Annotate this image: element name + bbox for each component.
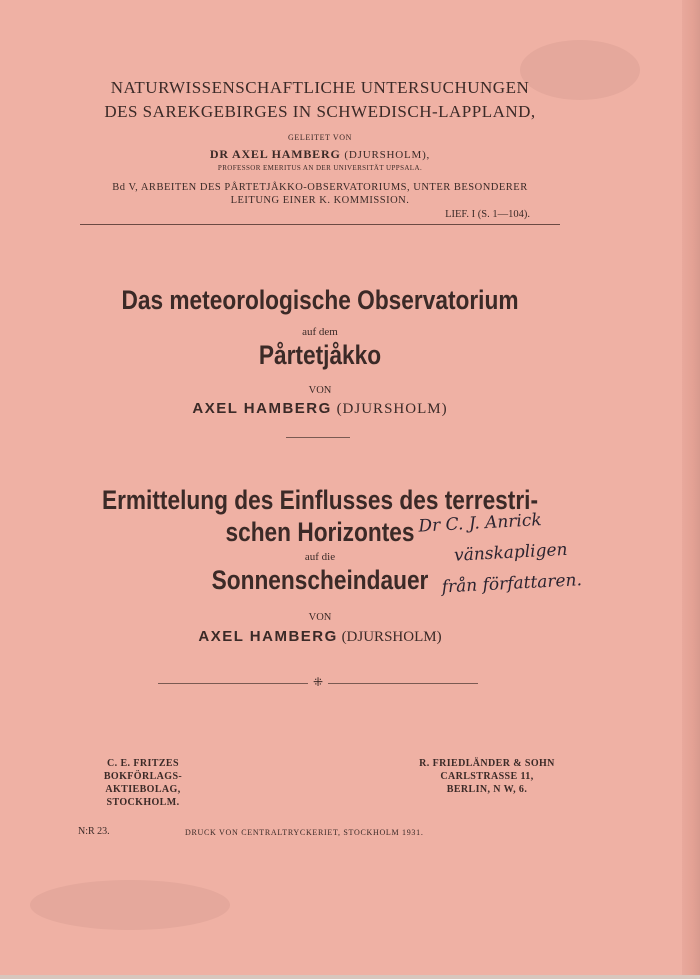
publisher-right-line: BERLIN, N W, 6. bbox=[446, 784, 528, 795]
edited-by-label: GELEITET VON bbox=[287, 133, 352, 142]
printer-line: DRUCK VON CENTRALTRYCKERIET, STOCKHOLM 1931. bbox=[185, 828, 424, 837]
editor-name: DR AXEL HAMBERG bbox=[209, 147, 341, 161]
handwritten-inscription bbox=[418, 499, 673, 605]
series-number: N:R 23. bbox=[78, 826, 110, 837]
inscription-line1: Dr C. J. Anrick bbox=[417, 510, 543, 537]
publisher-left bbox=[78, 757, 208, 809]
header-rule bbox=[80, 224, 560, 225]
work2-author-line bbox=[0, 628, 640, 646]
work1-connector: auf dem bbox=[302, 326, 338, 338]
ornament-icon: ⁜ bbox=[308, 675, 328, 690]
work1-author-line bbox=[0, 400, 640, 418]
publisher-left-line: BOKFÖRLAGS-AKTIEBOLAG, bbox=[103, 771, 183, 795]
section-separator bbox=[286, 437, 350, 438]
volume-line1: Bd V, ARBEITEN DES PÅRTETJÅKKO-OBSERVATORIUMS, UNTER BESONDERER bbox=[112, 182, 528, 193]
work1-author: AXEL HAMBERG bbox=[192, 400, 332, 417]
volume-line2: LEITUNG EINER K. KOMMISSION. bbox=[230, 195, 410, 206]
work2-author-place: (DJURSHOLM) bbox=[341, 629, 442, 645]
work2-author: AXEL HAMBERG bbox=[198, 628, 338, 645]
inscription-line2: vänskapligen bbox=[453, 539, 568, 566]
work2-title-line1: Ermittelung des Einflusses des terrestri- bbox=[101, 485, 539, 515]
page-edge bbox=[682, 0, 700, 975]
work2-von: VON bbox=[308, 612, 332, 623]
publisher-right bbox=[412, 757, 562, 796]
publisher-left-line: STOCKHOLM. bbox=[106, 797, 180, 808]
series-title-line2: DES SAREKGEBIRGES IN SCHWEDISCH-LAPPLAND, bbox=[104, 102, 536, 121]
editor-line bbox=[0, 147, 640, 162]
work2-title-line2: schen Horizontes bbox=[225, 517, 415, 547]
publisher-right-line: R. FRIEDLÄNDER & SOHN bbox=[419, 758, 555, 769]
lieferung-label: LIEF. I (S. 1—104). bbox=[445, 209, 530, 220]
inscription-line3: från författaren. bbox=[441, 570, 583, 598]
publisher-left-line: C. E. FRITZES bbox=[107, 758, 179, 769]
work1-title-line2: Pårtetjåkko bbox=[258, 340, 382, 370]
work1-author-place: (DJURSHOLM) bbox=[336, 401, 448, 417]
work2-title-line3: Sonnenscheindauer bbox=[211, 565, 429, 595]
editor-affiliation: (DJURSHOLM), bbox=[344, 149, 431, 161]
work2-connector: auf die bbox=[304, 551, 336, 563]
work1-von: VON bbox=[308, 385, 332, 396]
editor-title: PROFESSOR EMERITUS AN DER UNIVERSITÄT UPPSALA. bbox=[217, 164, 423, 172]
series-title-line1: NATURWISSENSCHAFTLICHE UNTERSUCHUNGEN bbox=[110, 78, 530, 97]
work1-title-line1: Das meteorologische Observatorium bbox=[121, 285, 519, 315]
paper-stain bbox=[30, 880, 230, 930]
publisher-right-line: CARLSTRASSE 11, bbox=[440, 771, 534, 782]
